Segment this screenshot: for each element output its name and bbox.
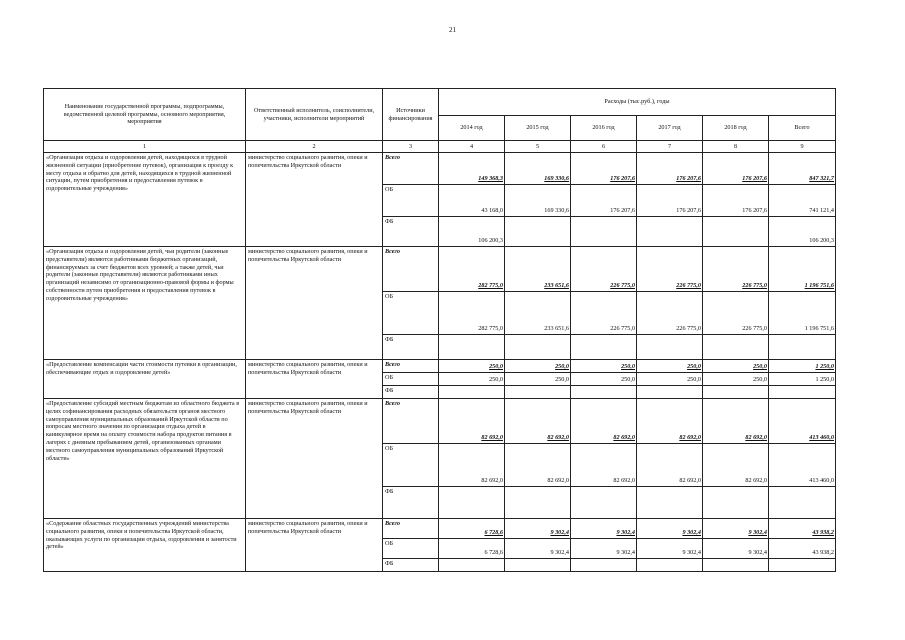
program-name-cell: «Содержание областных государственных учреждений министерства социального развития, опеки и попечительства Иркутской области, оказывающих услуги по организации отдыха, оздоровления и занятости детей» xyxy=(44,519,246,572)
year-value-cell xyxy=(703,335,769,360)
total-value-cell xyxy=(769,559,836,572)
year-value-cell: 82 692,0 xyxy=(637,444,703,487)
year-value-cell xyxy=(571,559,637,572)
year-value-cell: 226 775,0 xyxy=(703,247,769,292)
col-number: 2 xyxy=(246,141,383,153)
year-value-cell xyxy=(505,487,571,519)
year-value-cell: 9 302,4 xyxy=(571,519,637,539)
year-value-cell: 176 207,6 xyxy=(571,185,637,217)
year-value-cell: 106 200,3 xyxy=(439,217,505,247)
year-value-cell xyxy=(571,386,637,399)
col-number: 8 xyxy=(703,141,769,153)
total-value-cell: 43 938,2 xyxy=(769,519,836,539)
year-value-cell xyxy=(637,487,703,519)
year-value-cell: 176 207,6 xyxy=(703,153,769,185)
year-value-cell: 6 728,6 xyxy=(439,519,505,539)
year-value-cell: 82 692,0 xyxy=(505,399,571,444)
year-value-cell: 9 302,4 xyxy=(637,519,703,539)
year-value-cell: 176 207,6 xyxy=(571,153,637,185)
year-value-cell: 82 692,0 xyxy=(571,444,637,487)
header-source: Источники финансирования xyxy=(383,89,439,141)
source-cell: ФБ xyxy=(383,335,439,360)
col-number: 5 xyxy=(505,141,571,153)
header-year: 2016 год xyxy=(571,116,637,141)
source-cell: ОБ xyxy=(383,373,439,386)
total-value-cell: 413 460,0 xyxy=(769,399,836,444)
year-value-cell: 250,0 xyxy=(637,373,703,386)
year-value-cell xyxy=(637,217,703,247)
header-total: Всего xyxy=(769,116,836,141)
year-value-cell xyxy=(505,386,571,399)
source-cell: ОБ xyxy=(383,185,439,217)
total-value-cell: 1 250,0 xyxy=(769,360,836,373)
executor-cell: министерство социального развития, опеки и попечительства Иркутской области xyxy=(246,399,383,519)
year-value-cell: 6 728,6 xyxy=(439,539,505,559)
executor-cell: министерство социального развития, опеки и попечительства Иркутской области xyxy=(246,519,383,572)
year-value-cell: 226 775,0 xyxy=(637,292,703,335)
header-year: 2018 год xyxy=(703,116,769,141)
year-value-cell: 9 302,4 xyxy=(571,539,637,559)
total-value-cell: 1 250,0 xyxy=(769,373,836,386)
year-value-cell: 282 775,0 xyxy=(439,292,505,335)
year-value-cell: 82 692,0 xyxy=(637,399,703,444)
year-value-cell: 250,0 xyxy=(439,373,505,386)
total-value-cell xyxy=(769,487,836,519)
year-value-cell: 226 775,0 xyxy=(571,247,637,292)
col-number: 9 xyxy=(769,141,836,153)
year-value-cell: 250,0 xyxy=(505,373,571,386)
year-value-cell xyxy=(439,559,505,572)
year-value-cell: 250,0 xyxy=(571,360,637,373)
year-value-cell: 250,0 xyxy=(571,373,637,386)
year-value-cell: 233 651,6 xyxy=(505,292,571,335)
year-value-cell xyxy=(571,487,637,519)
program-name-cell: «Предоставление компенсации части стоимости путевки в организации, обеспечивающие отдых и оздоровление детей» xyxy=(44,360,246,399)
header-executor: Ответственный исполнитель, соисполнители, участники, исполнители мероприятий xyxy=(246,89,383,141)
header-program: Наименование государственной программы, подпрограммы, ведомственной целевой программы, основного мероприятия, мероприятия xyxy=(44,89,246,141)
year-value-cell: 250,0 xyxy=(439,360,505,373)
col-number: 4 xyxy=(439,141,505,153)
year-value-cell: 282 775,0 xyxy=(439,247,505,292)
executor-cell: министерство социального развития, опеки и попечительства Иркутской области xyxy=(246,360,383,399)
source-cell: ФБ xyxy=(383,386,439,399)
header-expenses: Расходы (тыс.руб.), годы xyxy=(439,89,836,116)
header-year: 2014 год xyxy=(439,116,505,141)
source-cell: Всего xyxy=(383,519,439,539)
header-year: 2017 год xyxy=(637,116,703,141)
total-value-cell: 106 200,3 xyxy=(769,217,836,247)
table-row xyxy=(44,247,836,292)
year-value-cell: 9 302,4 xyxy=(505,539,571,559)
source-cell: ФБ xyxy=(383,217,439,247)
source-cell: ОБ xyxy=(383,444,439,487)
source-cell: Всего xyxy=(383,153,439,185)
executor-cell: министерство социального развития, опеки и попечительства Иркутской области xyxy=(246,153,383,247)
year-value-cell: 169 330,6 xyxy=(505,185,571,217)
total-value-cell xyxy=(769,335,836,360)
source-cell: Всего xyxy=(383,247,439,292)
year-value-cell: 226 775,0 xyxy=(637,247,703,292)
col-number: 6 xyxy=(571,141,637,153)
year-value-cell xyxy=(505,335,571,360)
program-name-cell: «Организация отдыха и оздоровления детей, чьи родители (законные представители) являются работниками бюджетных организаций, финансируемых за счет бюджетов всех уровней; а также детей, чьи родители (законные представители) являются работниками иных организаций независимо от организационно-правовой формы и формы собственности путем приобретения и предоставления путевок в оздоровительные учреждения» xyxy=(44,247,246,360)
year-value-cell: 149 368,3 xyxy=(439,153,505,185)
year-value-cell: 82 692,0 xyxy=(439,444,505,487)
year-value-cell xyxy=(637,335,703,360)
year-value-cell: 9 302,4 xyxy=(505,519,571,539)
year-value-cell: 9 302,4 xyxy=(637,539,703,559)
year-value-cell xyxy=(637,386,703,399)
year-value-cell: 250,0 xyxy=(703,360,769,373)
year-value-cell: 169 330,6 xyxy=(505,153,571,185)
total-value-cell: 741 121,4 xyxy=(769,185,836,217)
year-value-cell: 82 692,0 xyxy=(439,399,505,444)
col-number: 1 xyxy=(44,141,246,153)
year-value-cell xyxy=(439,487,505,519)
year-value-cell xyxy=(439,386,505,399)
year-value-cell xyxy=(637,559,703,572)
year-value-cell xyxy=(505,559,571,572)
source-cell: Всего xyxy=(383,360,439,373)
year-value-cell xyxy=(439,335,505,360)
table-row xyxy=(44,519,836,539)
source-cell: ФБ xyxy=(383,559,439,572)
table-row xyxy=(44,360,836,373)
expenses-table xyxy=(43,88,836,572)
year-value-cell xyxy=(703,217,769,247)
year-value-cell: 176 207,6 xyxy=(703,185,769,217)
year-value-cell: 82 692,0 xyxy=(505,444,571,487)
total-value-cell xyxy=(769,386,836,399)
year-value-cell xyxy=(703,559,769,572)
source-cell: ОБ xyxy=(383,292,439,335)
year-value-cell: 9 302,4 xyxy=(703,519,769,539)
year-value-cell xyxy=(703,487,769,519)
year-value-cell xyxy=(571,335,637,360)
year-value-cell: 82 692,0 xyxy=(703,399,769,444)
page-number: 21 xyxy=(449,26,456,34)
year-value-cell xyxy=(571,217,637,247)
year-value-cell: 176 207,6 xyxy=(637,185,703,217)
executor-cell: министерство социального развития, опеки и попечительства Иркутской области xyxy=(246,247,383,360)
year-value-cell xyxy=(703,386,769,399)
year-value-cell xyxy=(505,217,571,247)
year-value-cell: 176 207,6 xyxy=(637,153,703,185)
source-cell: ОБ xyxy=(383,539,439,559)
total-value-cell: 847 321,7 xyxy=(769,153,836,185)
source-cell: ФБ xyxy=(383,487,439,519)
col-number: 3 xyxy=(383,141,439,153)
year-value-cell: 226 775,0 xyxy=(571,292,637,335)
year-value-cell: 233 651,6 xyxy=(505,247,571,292)
year-value-cell: 250,0 xyxy=(703,373,769,386)
table-row xyxy=(44,399,836,444)
total-value-cell: 43 938,2 xyxy=(769,539,836,559)
source-cell: Всего xyxy=(383,399,439,444)
year-value-cell: 9 302,4 xyxy=(703,539,769,559)
table-row xyxy=(44,153,836,185)
year-value-cell: 82 692,0 xyxy=(571,399,637,444)
program-name-cell: «Организация отдыха и оздоровления детей, находящихся в трудной жизненной ситуации (приобретение путевок), организация к проезду к месту отдыха и обратно для детей, находящихся в трудной жизненной ситуации, путем приобретения и предоставления путевок в оздоровительные учреждения» xyxy=(44,153,246,247)
total-value-cell: 1 196 751,6 xyxy=(769,247,836,292)
total-value-cell: 413 460,0 xyxy=(769,444,836,487)
year-value-cell: 250,0 xyxy=(505,360,571,373)
year-value-cell: 82 692,0 xyxy=(703,444,769,487)
year-value-cell: 250,0 xyxy=(637,360,703,373)
year-value-cell: 43 168,0 xyxy=(439,185,505,217)
col-number: 7 xyxy=(637,141,703,153)
total-value-cell: 1 196 751,6 xyxy=(769,292,836,335)
program-name-cell: «Предоставление субсидий местным бюджетам из областного бюджета в целях софинансирования расходных обязательств органов местного самоуправления муниципальных образований Иркутской области по вопросам местного значения по организации отдыха детей в каникулярное время на оплату стоимости набора продуктов питания в лагерях с дневным пребыванием детей, организованных органами местного самоуправления муниципальных образований Иркутской области» xyxy=(44,399,246,519)
year-value-cell: 226 775,0 xyxy=(703,292,769,335)
header-year: 2015 год xyxy=(505,116,571,141)
